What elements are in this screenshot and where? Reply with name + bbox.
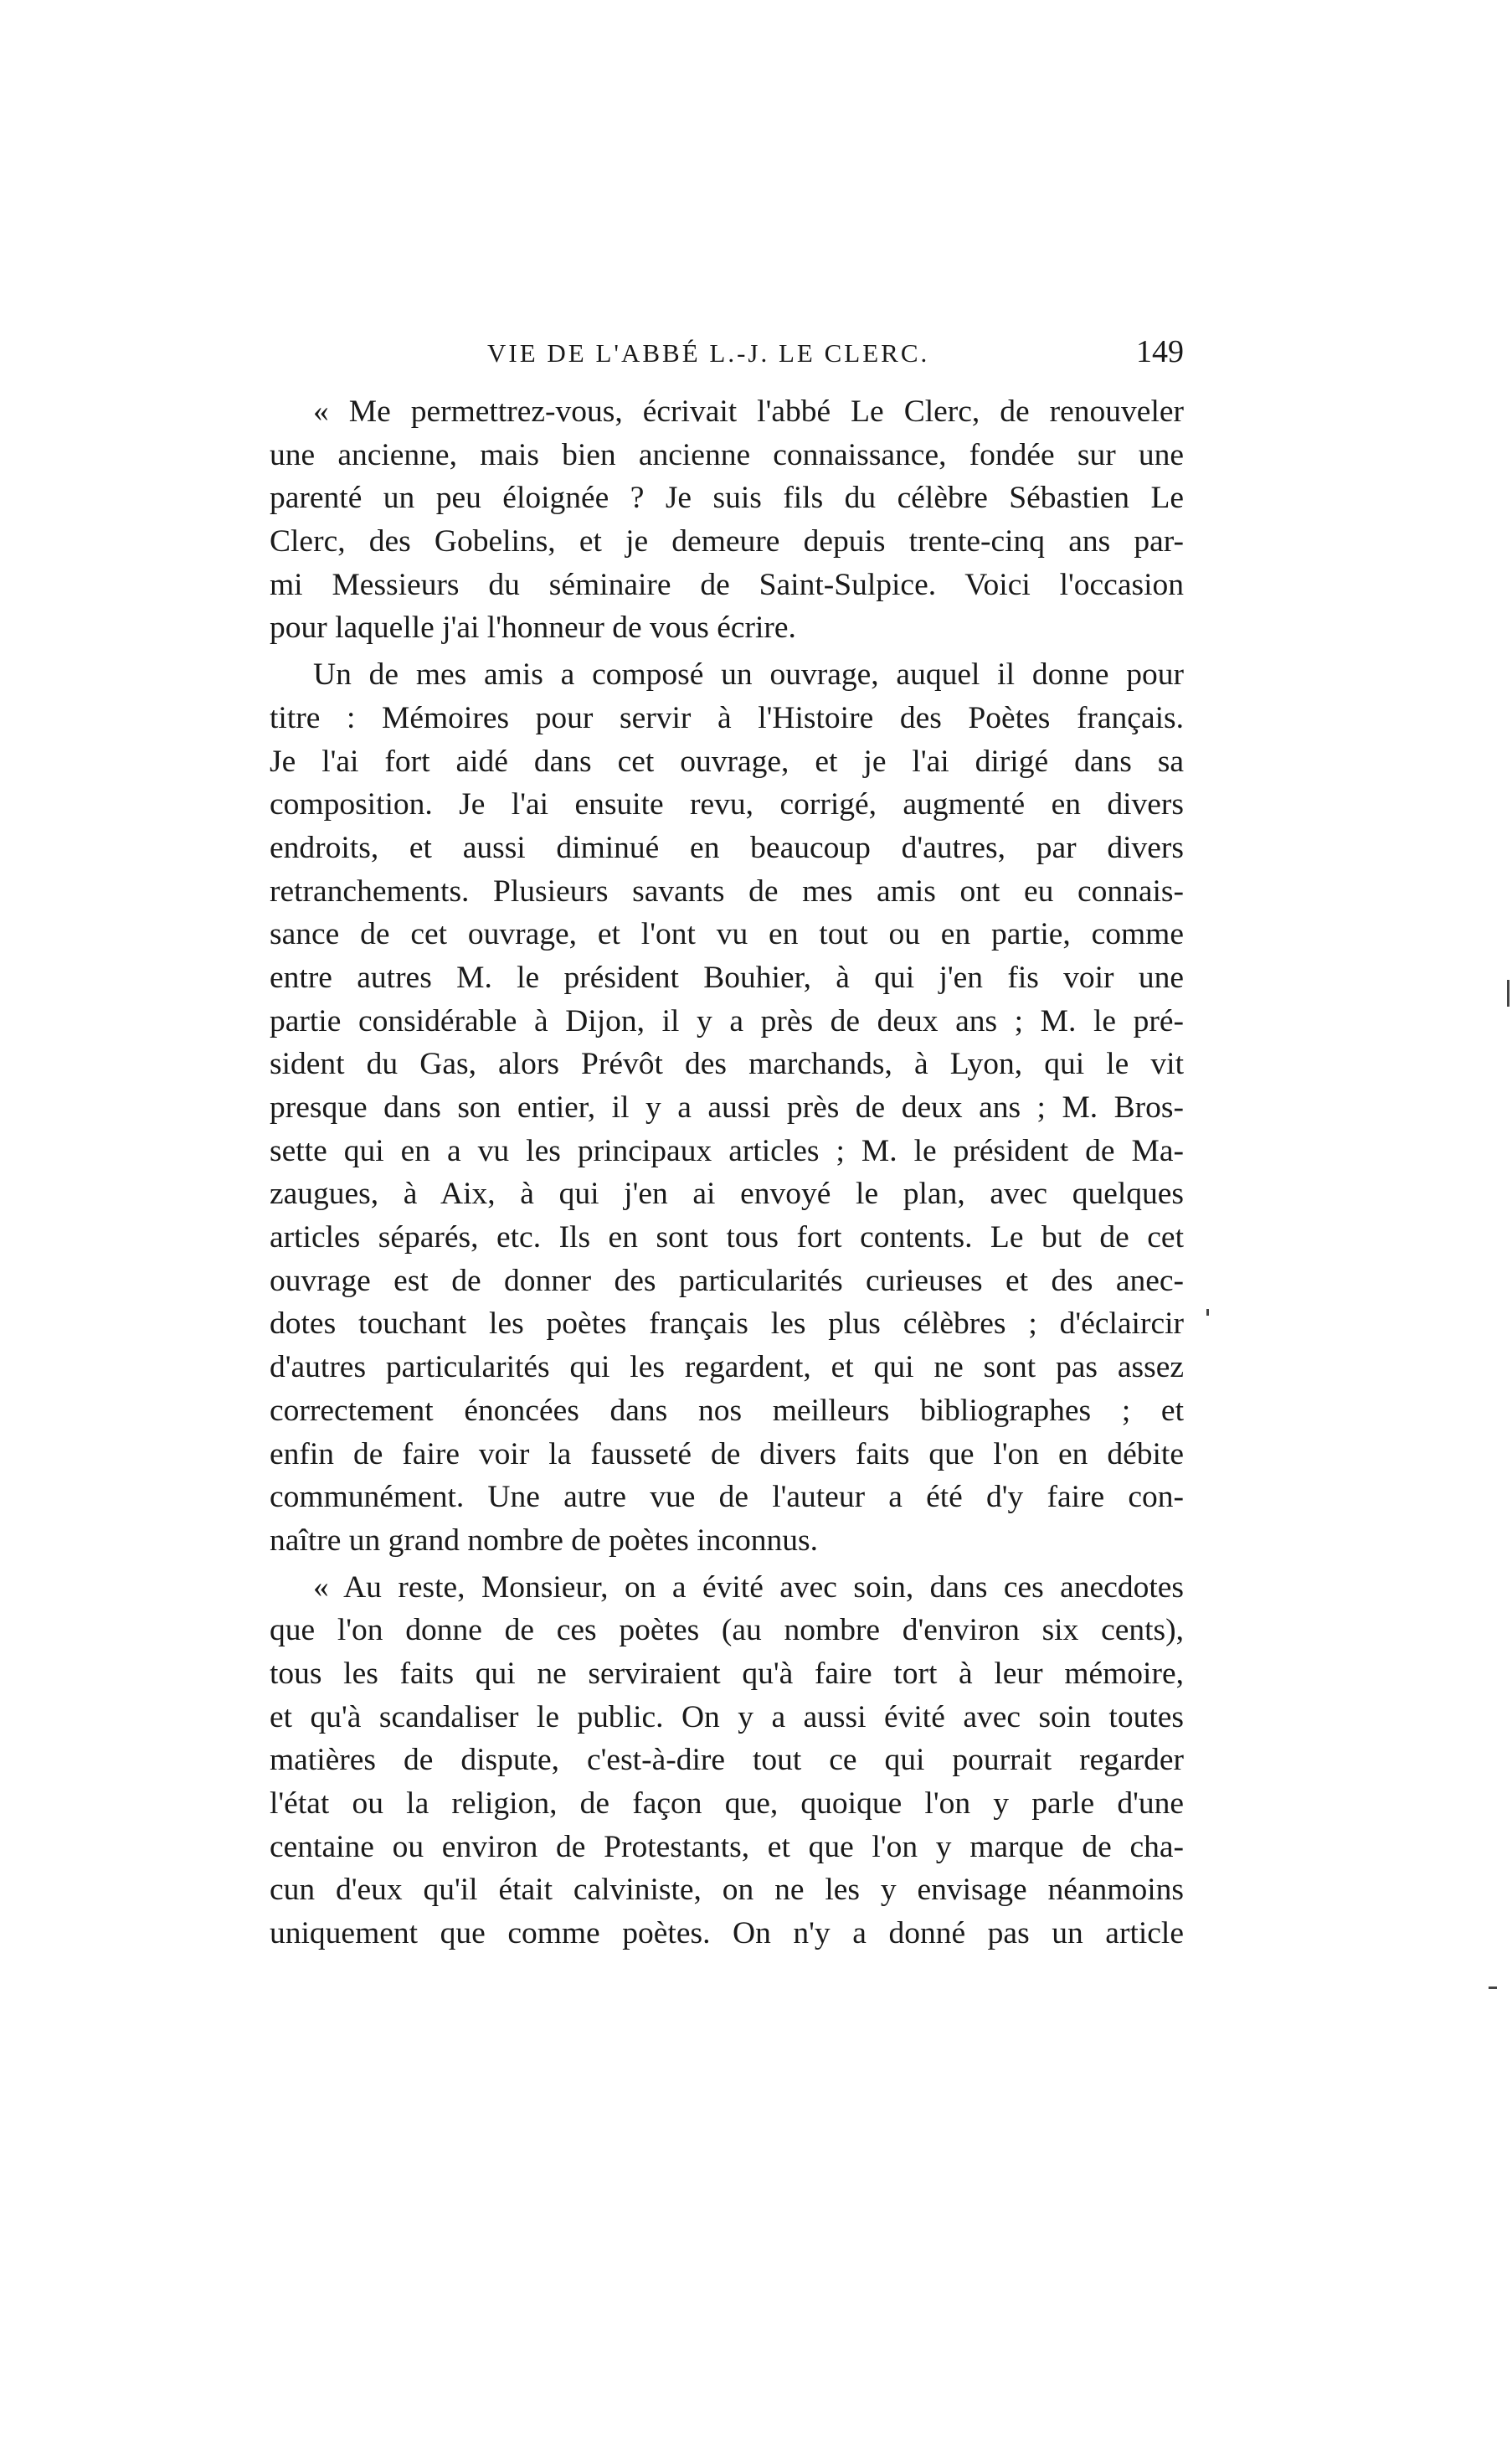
body-text	[270, 390, 1184, 1956]
margin-mark	[1489, 1986, 1497, 1989]
text-line: communément. Une autre vue de l'auteur a été d'y faire con-	[270, 1480, 1184, 1515]
text-line: et qu'à scandaliser le public. On y a aussi évité avec soin toutes	[270, 1699, 1184, 1734]
text-line: tous les faits qui ne serviraient qu'à faire tort à leur mémoire,	[270, 1656, 1184, 1691]
text-line: pour laquelle j'ai l'honneur de vous écrire.	[270, 611, 796, 646]
text-line: sance de cet ouvrage, et l'ont vu en tout ou en partie, comme	[270, 917, 1184, 952]
text-line: Clerc, des Gobelins, et je demeure depuis trente-cinq ans par-	[270, 524, 1184, 559]
text-line: centaine ou environ de Protestants, et que l'on y marque de cha-	[270, 1829, 1184, 1864]
page-number: 149	[1136, 334, 1184, 369]
text-line: zaugues, à Aix, à qui j'en ai envoyé le plan, avec quelques	[270, 1177, 1184, 1212]
text-line: sident du Gas, alors Prévôt des marchands, à Lyon, qui le vit	[270, 1047, 1184, 1082]
text-line: partie considérable à Dijon, il y a près de deux ans ; M. le pré-	[270, 1003, 1184, 1038]
text-line: ouvrage est de donner des particularités curieuses et des anec-	[270, 1263, 1184, 1298]
text-line: d'autres particularités qui les regardent, et qui ne sont pas assez	[270, 1350, 1184, 1385]
text-line: cun d'eux qu'il était calviniste, on ne les y envisage néanmoins	[270, 1873, 1184, 1908]
page-header	[270, 332, 1184, 382]
text-line: presque dans son entier, il y a aussi près de deux ans ; M. Bros-	[270, 1090, 1184, 1125]
text-line: « Au reste, Monsieur, on a évité avec soin, dans ces anecdotes	[313, 1569, 1184, 1605]
text-line: mi Messieurs du séminaire de Saint-Sulpice. Voici l'occasion	[270, 567, 1184, 602]
text-line: titre : Mémoires pour servir à l'Histoire des Poètes français.	[270, 700, 1184, 735]
text-line: endroits, et aussi diminué en beaucoup d'autres, par divers	[270, 830, 1184, 865]
text-line: enfin de faire voir la fausseté de divers faits que l'on en débite	[270, 1436, 1184, 1471]
text-line: Un de mes amis a composé un ouvrage, auquel il donne pour	[313, 657, 1184, 693]
text-line: naître un grand nombre de poètes inconnus.	[270, 1523, 819, 1558]
text-line: entre autres M. le président Bouhier, à qui j'en fis voir une	[270, 960, 1184, 995]
text-line: retranchements. Plusieurs savants de mes amis ont eu connais-	[270, 873, 1184, 909]
text-line: articles séparés, etc. Ils en sont tous fort contents. Le but de cet	[270, 1220, 1184, 1255]
text-line: que l'on donne de ces poètes (au nombre d'environ six cents),	[270, 1613, 1184, 1648]
running-title: VIE DE L'ABBÉ L.-J. LE CLERC.	[487, 338, 930, 368]
margin-mark	[1206, 1309, 1209, 1316]
text-line: l'état ou la religion, de façon que, quoique l'on y parle d'une	[270, 1786, 1184, 1821]
margin-mark	[1507, 980, 1509, 1007]
text-line: matières de dispute, c'est-à-dire tout ce qui pourrait regarder	[270, 1743, 1184, 1778]
text-line: une ancienne, mais bien ancienne connaissance, fondée sur une	[270, 437, 1184, 472]
text-line: « Me permettrez-vous, écrivait l'abbé Le Clerc, de renouveler	[313, 394, 1184, 429]
text-line: parenté un peu éloignée ? Je suis fils du célèbre Sébastien Le	[270, 481, 1184, 516]
text-line: dotes touchant les poètes français les plus célèbres ; d'éclaircir	[270, 1306, 1184, 1342]
text-line: composition. Je l'ai ensuite revu, corrigé, augmenté en divers	[270, 787, 1184, 822]
text-line: sette qui en a vu les principaux articles ; M. le président de Ma-	[270, 1133, 1184, 1168]
text-line: correctement énoncées dans nos meilleurs bibliographes ; et	[270, 1393, 1184, 1428]
text-line: Je l'ai fort aidé dans cet ouvrage, et je l'ai dirigé dans sa	[270, 744, 1184, 779]
text-line: uniquement que comme poètes. On n'y a donné pas un article	[270, 1916, 1184, 1951]
